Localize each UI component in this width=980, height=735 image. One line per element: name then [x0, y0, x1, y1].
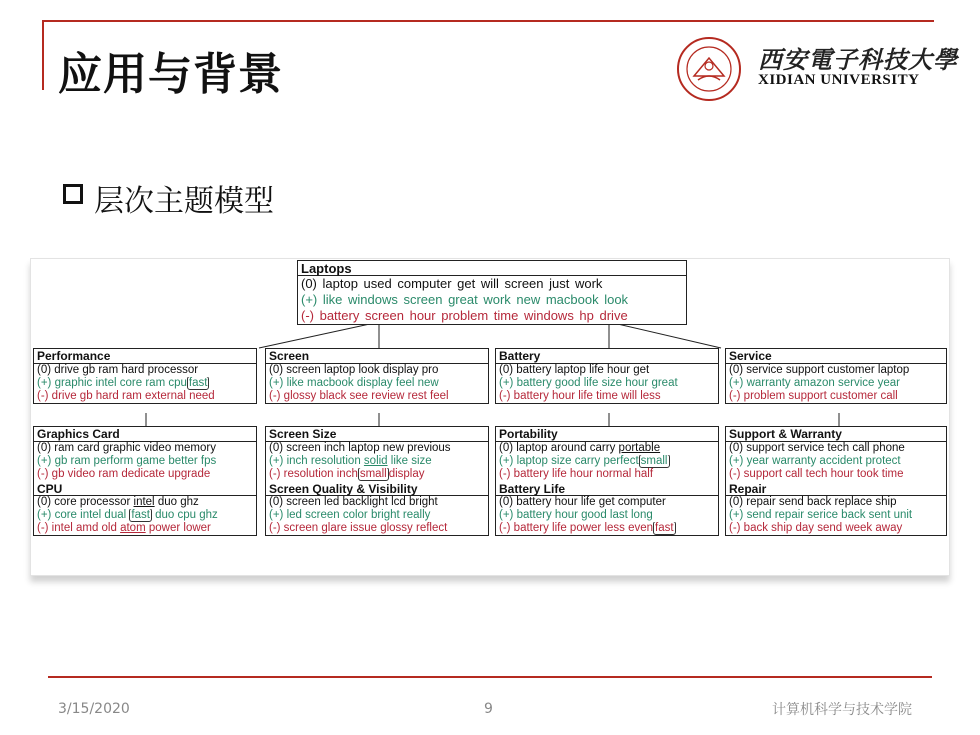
- topic-title: Performance: [34, 349, 256, 364]
- topic-box-service: [725, 348, 947, 404]
- topic-positive-words: [34, 509, 256, 522]
- subtopic-title: Repair: [726, 481, 946, 496]
- footer-rule: [48, 676, 932, 678]
- topic-title: Laptops: [298, 261, 686, 276]
- footer-department: 计算机科学与技术学院: [772, 702, 912, 718]
- topic-negative-words: (-) drive gb hard ram external need: [37, 390, 215, 402]
- topic-negative-words: (-) battery hour life time will less: [499, 390, 661, 402]
- topic-positive-words: [496, 455, 718, 468]
- university-name-en: XIDIAN UNIVERSITY: [758, 72, 920, 88]
- topic-title: Screen: [266, 349, 488, 364]
- topic-positive-words: [34, 377, 256, 390]
- word-run: (+) inch resolution: [269, 455, 364, 467]
- header-rule: [42, 20, 934, 22]
- topic-positive-words: [266, 455, 488, 468]
- underlined-word: solid: [363, 455, 388, 467]
- topic-positive-words: (+) like windows screen great work new macbook look: [301, 292, 629, 307]
- topic-positive-words: (+) year warranty accident protect: [729, 455, 901, 467]
- topic-positive-words: (+) led screen color bright really: [269, 509, 431, 521]
- page-number: 9: [484, 701, 493, 717]
- topic-positive-words: (+) battery good life size hour great: [499, 377, 678, 389]
- subtopic-box-performance: [33, 426, 257, 536]
- bullet-square-icon: [63, 184, 83, 204]
- highlighted-word: fast: [131, 509, 150, 521]
- word-run: like size: [387, 455, 432, 467]
- word-run: (+) core intel dual: [37, 509, 130, 521]
- slide-title: 应用与背景: [58, 49, 283, 100]
- topic-box-screen: [265, 348, 489, 404]
- root-topic-box: [297, 260, 687, 325]
- word-run: (-) intel amd old: [37, 522, 121, 534]
- topic-neutral-words: (0) drive gb ram hard processor: [37, 364, 199, 376]
- topic-box-battery: [495, 348, 719, 404]
- underlined-word: portable: [618, 442, 661, 454]
- highlighted-word: fast: [655, 522, 674, 534]
- topic-neutral-words: (0) support service tech call phone: [729, 442, 905, 454]
- word-run: (+) laptop size carry perfect: [499, 455, 639, 467]
- highlighted-word: small: [640, 455, 668, 467]
- topic-title: Battery: [496, 349, 718, 364]
- title-accent-bar: [42, 20, 44, 90]
- university-name-cn: 西安電子科技大學: [758, 45, 958, 74]
- topic-positive-words: (+) like macbook display feel new: [269, 377, 439, 389]
- word-run: power lower: [145, 522, 211, 534]
- topic-negative-words: (-) problem support customer call: [729, 390, 898, 402]
- slide-subtitle: 层次主题模型: [94, 184, 274, 219]
- subtopic-title: Battery Life: [496, 481, 718, 496]
- topic-neutral-words: [496, 442, 718, 455]
- underlined-word: atom: [120, 522, 146, 534]
- subtopic-title: Portability: [496, 427, 718, 442]
- highlighted-word: small: [359, 468, 387, 480]
- subtopic-box-screen: [265, 426, 489, 536]
- topic-negative-words: [34, 522, 256, 535]
- word-run: (+) graphic intel core ram cpu: [37, 377, 187, 389]
- subtopic-title: Support & Warranty: [726, 427, 946, 442]
- topic-negative-words: [266, 468, 488, 481]
- topic-positive-words: (+) battery hour good last long: [499, 509, 653, 521]
- topic-neutral-words: (0) laptop used computer get will screen just work: [301, 276, 603, 291]
- highlighted-word: fast: [188, 377, 208, 389]
- word-run: (0) laptop around carry: [499, 442, 619, 454]
- topic-neutral-words: (0) ram card graphic video memory: [37, 442, 216, 454]
- word-run: (0) core processor: [37, 496, 134, 508]
- topic-neutral-words: (0) battery laptop life hour get: [499, 364, 650, 376]
- topic-neutral-words: (0) screen led backlight lcd bright: [269, 496, 438, 508]
- topic-positive-words: (+) warranty amazon service year: [729, 377, 900, 389]
- subtopic-title: CPU: [34, 481, 256, 496]
- topic-negative-words: (-) gb video ram dedicate upgrade: [37, 468, 211, 480]
- topic-neutral-words: (0) repair send back replace ship: [729, 496, 897, 508]
- topic-positive-words: (+) send repair serice back sent unit: [729, 509, 913, 521]
- topic-neutral-words: (0) battery hour life get computer: [499, 496, 666, 508]
- word-run: display: [388, 468, 425, 480]
- subtopic-title: Graphics Card: [34, 427, 256, 442]
- topic-neutral-words: (0) screen laptop look display pro: [269, 364, 439, 376]
- subtopic-title: Screen Quality & Visibility: [266, 481, 488, 496]
- subtopic-title: Screen Size: [266, 427, 488, 442]
- word-run: (-) resolution inch: [269, 468, 358, 480]
- topic-negative-words: [496, 522, 718, 535]
- topic-neutral-words: (0) service support customer laptop: [729, 364, 910, 376]
- topic-negative-words: (-) screen glare issue glossy reflect: [269, 522, 448, 534]
- subtopic-box-battery: [495, 426, 719, 536]
- subtopic-box-service: [725, 426, 947, 536]
- word-run: (-) battery life power less even: [499, 522, 654, 534]
- topic-neutral-words: (0) screen inch laptop new previous: [269, 442, 451, 454]
- underlined-word: intel: [133, 496, 155, 508]
- topic-negative-words: (-) battery life hour normal half: [499, 468, 654, 480]
- footer-date: 3/15/2020: [58, 701, 130, 717]
- word-run: duo ghz: [154, 496, 199, 508]
- topic-negative-words: (-) battery screen hour problem time windows hp drive: [301, 308, 628, 323]
- topic-box-performance: [33, 348, 257, 404]
- topic-neutral-words: [34, 496, 256, 509]
- topic-positive-words: (+) gb ram perform game better fps: [37, 455, 217, 467]
- topic-title: Service: [726, 349, 946, 364]
- topic-negative-words: (-) back ship day send week away: [729, 522, 903, 534]
- word-run: duo cpu ghz: [151, 509, 218, 521]
- topic-negative-words: (-) glossy black see review rest feel: [269, 390, 449, 402]
- topic-negative-words: (-) support call tech hour took time: [729, 468, 904, 480]
- university-seal-icon: [676, 36, 742, 102]
- topic-hierarchy-figure: [30, 258, 950, 576]
